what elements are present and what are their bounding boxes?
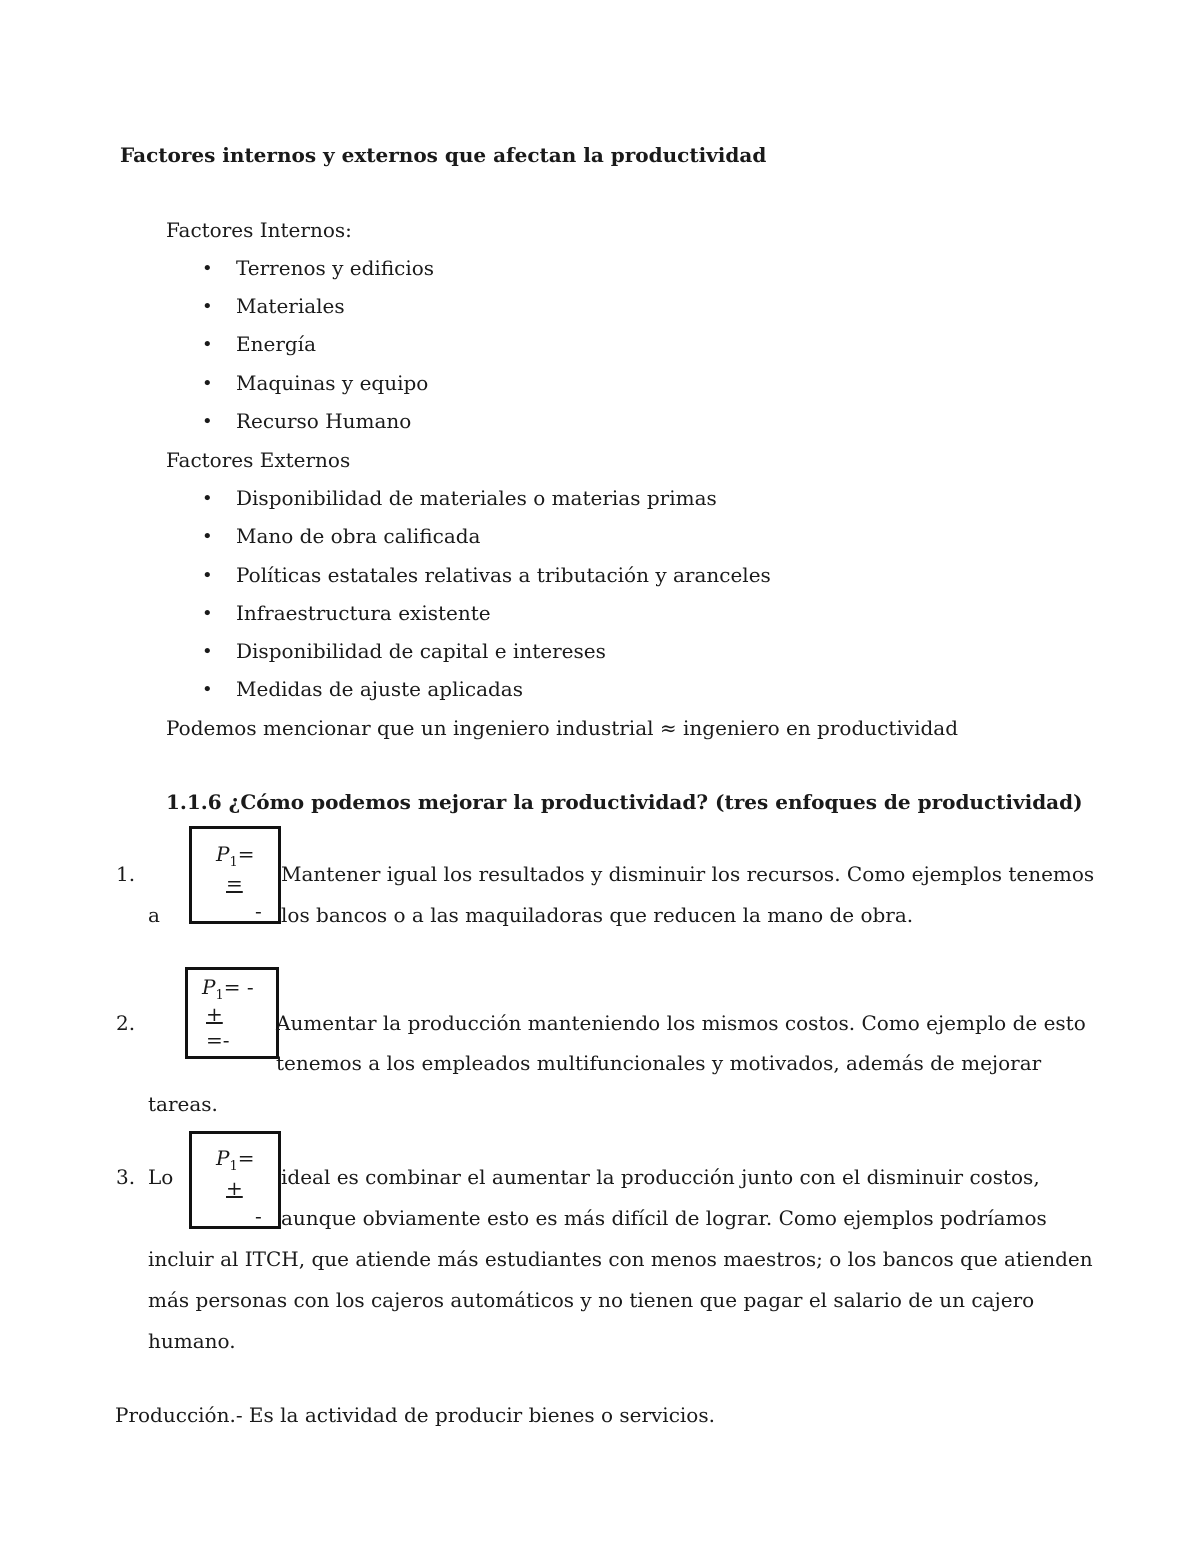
- list-item: Recurso Humano: [236, 409, 412, 433]
- formula-line-2: +: [206, 1002, 223, 1026]
- list-item: Infraestructura existente: [236, 601, 491, 625]
- engineer-note: Podemos mencionar que un ingeniero industrial ≈ ingeniero en productividad: [166, 716, 959, 740]
- productivity-formula-box: [189, 1131, 281, 1229]
- approach-text-line: Aumentar la producción manteniendo los mismos costos. Como ejemplo de esto: [276, 1011, 1086, 1035]
- formula-line-1: $P_1=$: [216, 842, 255, 870]
- list-item: Mano de obra calificada: [236, 524, 481, 548]
- approach-number: 3.: [116, 1165, 136, 1189]
- list-item: Políticas estatales relativas a tributación y aranceles: [236, 563, 771, 587]
- formula-line-2: =: [226, 871, 243, 895]
- list-item: Maquinas y equipo: [236, 371, 429, 395]
- bullet-icon: •: [202, 565, 213, 586]
- approach-text-line: incluir al ITCH, que atiende más estudiantes con menos maestros; o los bancos que atienden: [148, 1247, 1093, 1271]
- bullet-icon: •: [202, 296, 213, 317]
- formula-line-3: =-: [206, 1028, 230, 1052]
- bullet-icon: •: [202, 334, 213, 355]
- bullet-icon: •: [202, 258, 213, 279]
- approach-text-line: Mantener igual los resultados y disminuir los recursos. Como ejemplos tenemos: [281, 862, 1095, 886]
- approach-text-line: ideal es combinar el aumentar la producción junto con el disminuir costos,: [281, 1165, 1040, 1189]
- section-title: 1.1.6 ¿Cómo podemos mejorar la productividad? (tres enfoques de productividad): [166, 790, 1083, 814]
- approach-text-line: aunque obviamente esto es más difícil de lograr. Como ejemplos podríamos: [281, 1206, 1047, 1230]
- approach-text-line: los bancos o a las maquiladoras que reducen la mano de obra.: [281, 903, 914, 927]
- list-item: Disponibilidad de materiales o materias primas: [236, 486, 717, 510]
- approach-prefix: Lo: [148, 1165, 174, 1189]
- formula-line-2: +: [226, 1176, 243, 1200]
- bullet-icon: •: [202, 526, 213, 547]
- production-definition: Producción.- Es la actividad de producir bienes o servicios.: [115, 1403, 715, 1427]
- external-factors-heading: Factores Externos: [166, 448, 351, 472]
- productivity-formula-box: [185, 967, 279, 1059]
- list-item: Terrenos y edificios: [236, 256, 435, 280]
- list-item: Medidas de ajuste aplicadas: [236, 677, 523, 701]
- list-item: Energía: [236, 332, 316, 356]
- bullet-icon: •: [202, 603, 213, 624]
- formula-line-1: $P_1=$ -: [202, 975, 254, 1003]
- approach-text-line: tenemos a los empleados multifuncionales y motivados, además de mejorar: [276, 1051, 1042, 1075]
- page-title: Factores internos y externos que afectan la productividad: [120, 143, 767, 167]
- productivity-formula-box: [189, 826, 281, 924]
- bullet-icon: •: [202, 488, 213, 509]
- bullet-icon: •: [202, 373, 213, 394]
- list-item: Materiales: [236, 294, 345, 318]
- bullet-icon: •: [202, 641, 213, 662]
- formula-line-1: $P_1=$: [216, 1146, 255, 1174]
- approach-text-line: tareas.: [148, 1092, 218, 1116]
- approach-number: 2.: [116, 1011, 136, 1035]
- approach-text-line: más personas con los cajeros automáticos y no tienen que pagar el salario de un cajero: [148, 1288, 1035, 1312]
- list-item: Disponibilidad de capital e intereses: [236, 639, 606, 663]
- approach-prefix: a: [148, 903, 160, 927]
- bullet-icon: •: [202, 411, 213, 432]
- approach-text-line: humano.: [148, 1329, 236, 1353]
- formula-line-3: -: [255, 1204, 262, 1228]
- approach-number: 1.: [116, 862, 136, 886]
- formula-line-3: -: [255, 899, 262, 923]
- bullet-icon: •: [202, 679, 213, 700]
- internal-factors-heading: Factores Internos:: [166, 218, 352, 242]
